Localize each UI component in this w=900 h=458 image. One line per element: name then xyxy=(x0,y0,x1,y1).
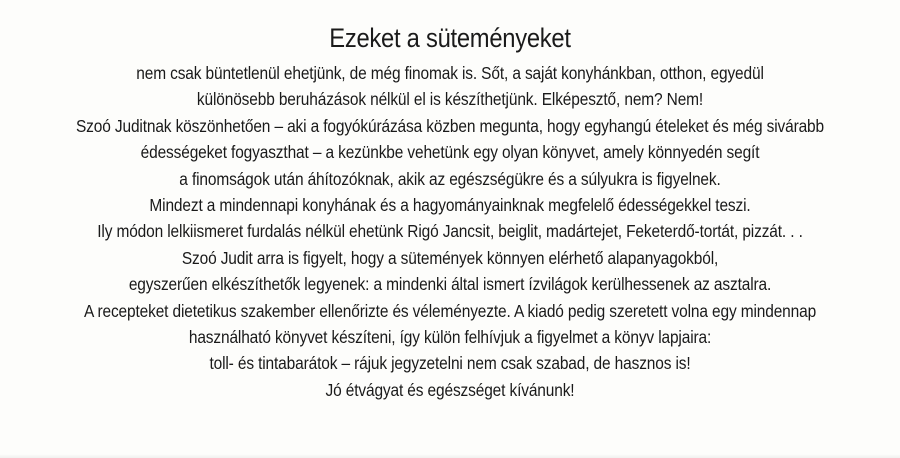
text-line: egyszerűen elkészíthetők legyenek: a mindenki által ismert ízvilágok kerülhessenek az asztalra. xyxy=(128,274,772,295)
text-line: a finomságok után áhítozóknak, akik az egészségükre és a súlyukra is figyelnek. xyxy=(179,168,721,189)
text-line: édességeket fogyaszthat – a kezünkbe vehetünk egy olyan könyvet, amely könnyedén segít xyxy=(140,142,760,163)
text-line: különösebb beruházások nélkül el is készíthetjünk. Elképesztő, nem? Nem! xyxy=(196,89,704,110)
body-text xyxy=(0,60,900,403)
text-line: A recepteket dietetikus szakember ellenőrizte és véleményezte. A kiadó pedig szeretett volna egy mindennap xyxy=(83,300,817,321)
text-line: Mindezt a mindennapi konyhának és a hagyományainknak megfelelő édességekkel teszi. xyxy=(149,195,751,216)
text-line: Szoó Judit arra is figyelt, hogy a sütemények könnyen elérhető alapanyagokból, xyxy=(181,247,719,268)
text-line: Jó étvágyat és egészséget kívánunk! xyxy=(325,379,575,400)
document-title: Ezeket a süteményeket xyxy=(329,23,571,53)
text-line: nem csak büntetlenül ehetjünk, de még finomak is. Sőt, a saját konyhánkban, otthon, egyedül xyxy=(136,63,764,83)
text-line: Ily módon lelkiismeret furdalás nélkül ehetünk Rigó Jancsit, beiglit, madártejet, Feketerdő-tortát, pizzát. . . xyxy=(97,221,803,242)
text-line: Szoó Juditnak köszönhetően – aki a fogyókúrázása közben megunta, hogy egyhangú ételeket és még sivárabb xyxy=(75,115,825,136)
text-line: használható könyvet készíteni, így külön felhívjuk a figyelmet a könyv lapjaira: xyxy=(188,327,712,348)
text-line: toll- és tintabarátok – rájuk jegyzetelni nem csak szabad, de hasznos is! xyxy=(209,353,691,374)
page-edge-shadow xyxy=(0,454,900,458)
